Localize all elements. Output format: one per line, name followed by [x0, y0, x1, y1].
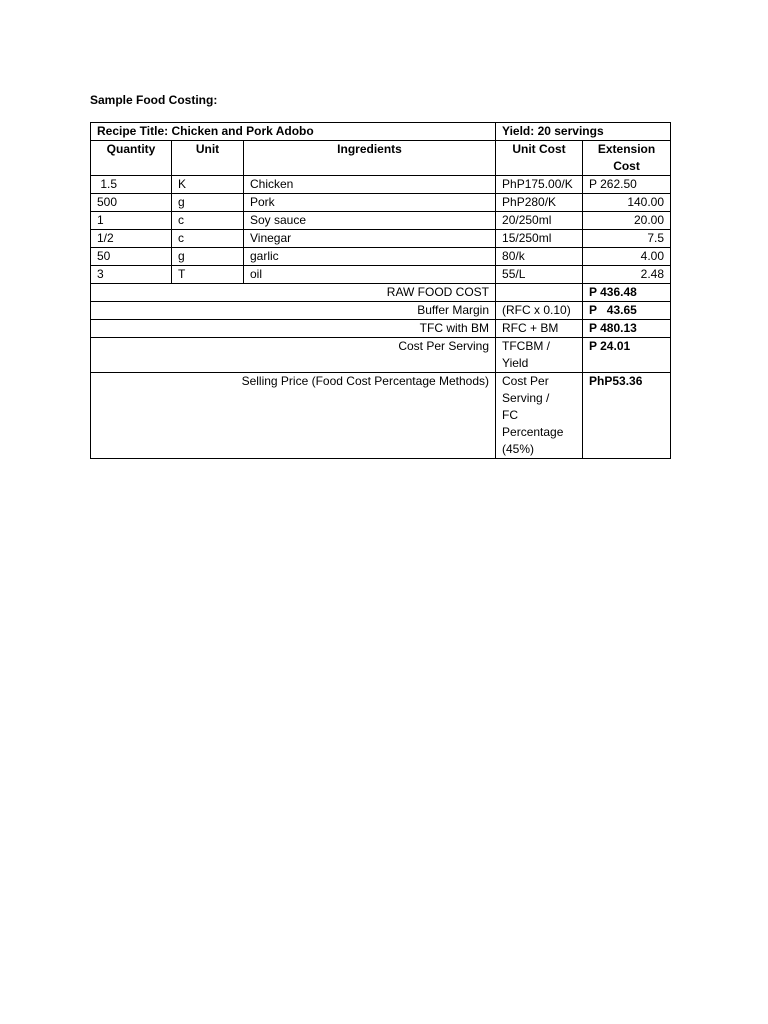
raw-food-cost-formula	[496, 284, 583, 302]
header-unit: Unit	[172, 141, 244, 176]
recipe-title-cell: Recipe Title: Chicken and Pork Adobo	[91, 123, 496, 141]
buffer-margin-formula: (RFC x 0.10)	[496, 302, 583, 320]
summary-row-selling-price	[91, 373, 671, 459]
cost-per-serving-formula-line1: TFCBM /	[502, 339, 551, 353]
unit-cell: c	[172, 230, 244, 248]
extension-cost-cell: P 262.50	[583, 176, 671, 194]
column-header-row	[91, 141, 671, 176]
summary-row-cost-per-serving	[91, 338, 671, 373]
raw-food-cost-label: RAW FOOD COST	[91, 284, 496, 302]
cost-per-serving-formula	[496, 338, 583, 373]
selling-price-formula-line4: Percentage	[502, 425, 564, 439]
selling-price-formula-line2: Serving /	[502, 391, 550, 405]
quantity-cell: 1	[91, 212, 172, 230]
table-row	[91, 194, 671, 212]
quantity-cell: 3	[91, 266, 172, 284]
page-heading: Sample Food Costing:	[90, 93, 218, 107]
header-quantity: Quantity	[91, 141, 172, 176]
cost-per-serving-label: Cost Per Serving	[91, 338, 496, 373]
unit-cell: g	[172, 194, 244, 212]
table-row	[91, 248, 671, 266]
yield-cell: Yield: 20 servings	[496, 123, 671, 141]
header-extension-cost-line1: Extension	[597, 142, 656, 156]
raw-food-cost-value: P 436.48	[583, 284, 671, 302]
selling-price-value: PhP53.36	[583, 373, 671, 459]
ingredient-cell: Chicken	[244, 176, 496, 194]
table-row	[91, 176, 671, 194]
food-costing-table	[90, 122, 671, 459]
extension-cost-cell: 20.00	[583, 212, 671, 230]
selling-price-formula	[496, 373, 583, 459]
buffer-margin-label: Buffer Margin	[91, 302, 496, 320]
cost-per-serving-formula-line2: Yield	[502, 356, 529, 370]
recipe-title-row	[91, 123, 671, 141]
selling-price-label: Selling Price (Food Cost Percentage Methods)	[91, 373, 496, 459]
table-row	[91, 230, 671, 248]
ingredient-cell: Pork	[244, 194, 496, 212]
unit-cost-cell: 20/250ml	[496, 212, 583, 230]
header-ingredients: Ingredients	[244, 141, 496, 176]
summary-row-tfc-with-bm	[91, 320, 671, 338]
table-row	[91, 266, 671, 284]
quantity-cell: 50	[91, 248, 172, 266]
unit-cell: K	[172, 176, 244, 194]
ingredient-cell: oil	[244, 266, 496, 284]
extension-cost-cell: 2.48	[583, 266, 671, 284]
quantity-cell: 1/2	[91, 230, 172, 248]
header-unit-cost: Unit Cost	[496, 141, 583, 176]
unit-cost-cell: 80/k	[496, 248, 583, 266]
tfc-with-bm-formula: RFC + BM	[496, 320, 583, 338]
unit-cell: g	[172, 248, 244, 266]
summary-row-buffer-margin	[91, 302, 671, 320]
ingredient-cell: Vinegar	[244, 230, 496, 248]
selling-price-formula-line1: Cost Per	[502, 374, 549, 388]
ingredient-cell: garlic	[244, 248, 496, 266]
cost-per-serving-value: P 24.01	[583, 338, 671, 373]
unit-cost-cell: 55/L	[496, 266, 583, 284]
extension-cost-cell: 140.00	[583, 194, 671, 212]
selling-price-formula-line3: FC	[502, 408, 519, 422]
unit-cell: c	[172, 212, 244, 230]
quantity-cell: 1.5	[91, 176, 172, 194]
unit-cost-cell: 15/250ml	[496, 230, 583, 248]
tfc-with-bm-label: TFC with BM	[91, 320, 496, 338]
buffer-margin-value: P 43.65	[583, 302, 671, 320]
unit-cost-cell: PhP175.00/K	[496, 176, 583, 194]
summary-row-raw-food-cost	[91, 284, 671, 302]
unit-cell: T	[172, 266, 244, 284]
tfc-with-bm-value: P 480.13	[583, 320, 671, 338]
table-row	[91, 212, 671, 230]
selling-price-formula-line5: (45%)	[502, 442, 535, 456]
quantity-cell: 500	[91, 194, 172, 212]
unit-cost-cell: PhP280/K	[496, 194, 583, 212]
header-extension-cost	[583, 141, 671, 176]
extension-cost-cell: 7.5	[583, 230, 671, 248]
header-extension-cost-line2: Cost	[613, 159, 640, 173]
ingredient-cell: Soy sauce	[244, 212, 496, 230]
extension-cost-cell: 4.00	[583, 248, 671, 266]
